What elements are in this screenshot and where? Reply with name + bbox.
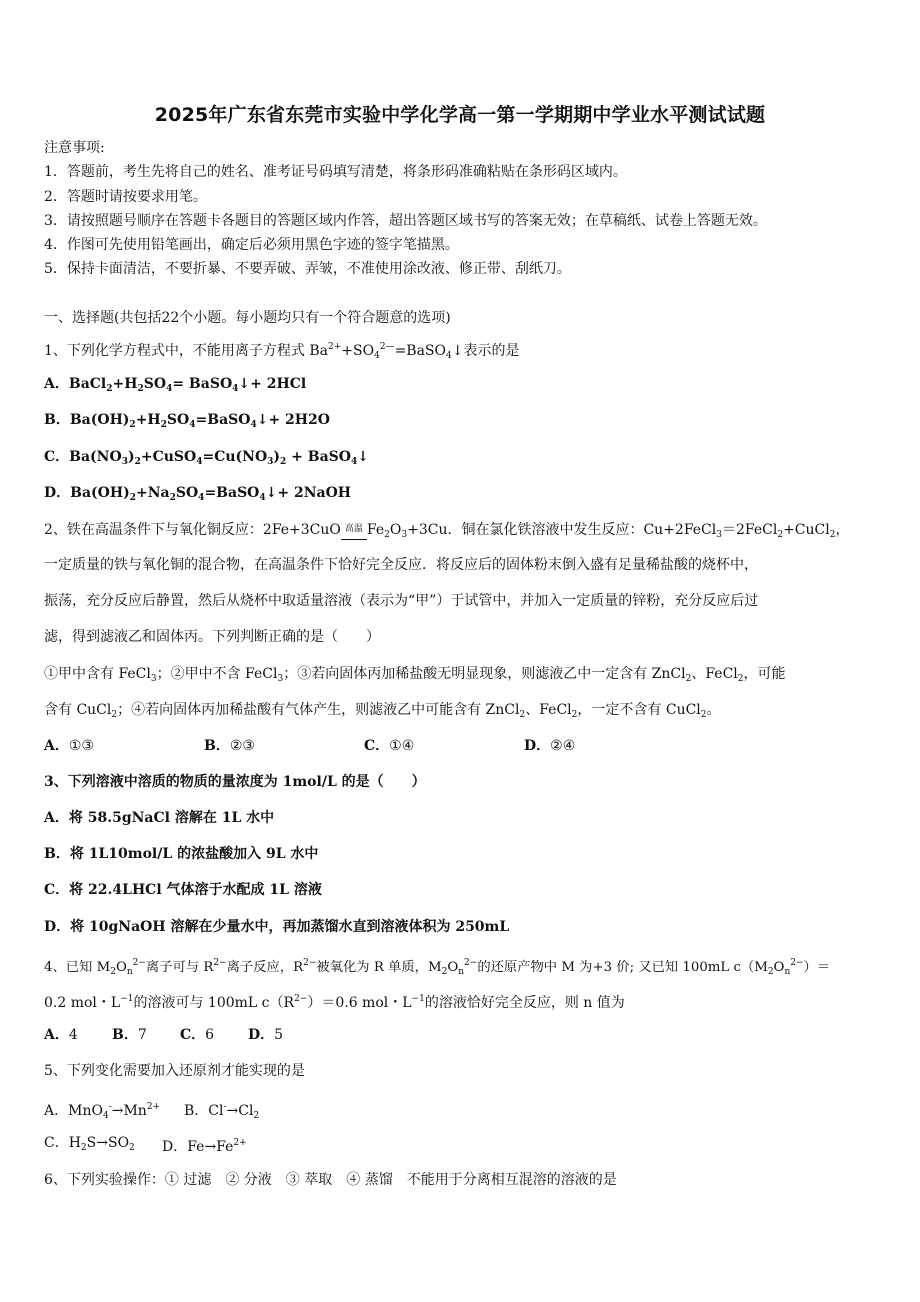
notice-item: 4．作图可先使用铅笔画出，确定后必须用黑色字迹的签字笔描黑。: [44, 237, 459, 253]
notice-item: 1．答题前，考生先将自己的姓名、准考证号码填写清楚，将条形码准确粘贴在条形码区域内。: [44, 164, 627, 180]
question-2-line: [44, 665, 786, 688]
sup: 2−: [132, 958, 146, 968]
text: 离子可与 R: [145, 960, 214, 975]
text: SO: [175, 485, 199, 501]
question-3-option-b[interactable]: B．将 1L10mol/L 的浓盐酸加入 9L 水中: [44, 846, 319, 862]
text: + BaSO: [286, 449, 351, 465]
text: 离子反应，R: [226, 960, 304, 975]
sup: 2—: [379, 342, 395, 352]
text: 的溶液可与 100mL c（R: [133, 995, 295, 1011]
question-4-line: [44, 990, 625, 1012]
question-2-option-a[interactable]: [44, 737, 94, 755]
text: ①甲中含有 FeCl: [44, 666, 151, 682]
sub: 3: [716, 530, 722, 540]
text: BaCl: [68, 376, 107, 392]
text: SO: [143, 376, 167, 392]
text: ): [127, 449, 135, 465]
sub: 3: [150, 674, 157, 684]
text: ；③若向固体丙加稀盐酸无明显现象，则滤液乙中一定含有 ZnCl: [283, 666, 686, 682]
sub: 2: [571, 710, 578, 720]
reaction-condition: 高温: [341, 520, 367, 538]
sub: 4: [189, 420, 196, 430]
question-5-stem: 5、下列变化需要加入还原剂才能实现的是: [44, 1063, 305, 1079]
text: ↓表示的是: [451, 343, 520, 359]
text: O: [115, 960, 127, 975]
text: 被氧化为 R 单质，M: [316, 960, 442, 975]
question-2-line: 滤，得到滤液乙和固体丙。下列判断正确的是（ ）: [44, 629, 380, 645]
option-text: ①③: [68, 738, 94, 754]
sup: 2+: [233, 1138, 247, 1148]
sup: 2+: [146, 1102, 161, 1112]
question-3-option-c[interactable]: C．将 22.4LHCl 气体溶于水配成 1L 溶液: [44, 882, 322, 898]
sub: 4: [446, 351, 452, 361]
text: S→SO: [86, 1135, 130, 1151]
option-label: C．: [180, 1027, 206, 1043]
text: ): [273, 449, 281, 465]
sub: 4: [250, 420, 257, 430]
option-label: D．: [524, 738, 551, 754]
sub: 2: [169, 493, 176, 503]
notice-heading: 注意事项:: [44, 140, 105, 156]
option-label: D．: [248, 1027, 275, 1043]
text: Ba(OH): [70, 485, 130, 501]
text: 1、下列化学方程式中，不能用离子方程式 Ba: [44, 343, 328, 359]
question-3-option-d[interactable]: D．将 10gNaOH 溶解在少量水中，再加蒸馏水直到溶液体积为 250mL: [44, 919, 510, 935]
sup: 2−: [303, 958, 317, 968]
text: O: [447, 960, 459, 975]
question-2-option-d[interactable]: [524, 737, 575, 755]
text: 4、已知 M: [44, 960, 111, 975]
notice-item: 3．请按照题号顺序在答题卡各题目的答题区域内作答，超出答题区域书写的答案无效；在草稿纸、试卷上答题无效。: [44, 213, 767, 229]
text: O: [773, 960, 785, 975]
sub: 4: [166, 384, 173, 394]
text: ＝2FeCl: [721, 522, 778, 538]
sub: 2: [111, 710, 118, 720]
sub: 3: [121, 457, 128, 467]
sub: n: [458, 967, 465, 977]
sup: 2−: [213, 958, 227, 968]
text: 含有 CuCl: [44, 702, 112, 718]
option-text: 4: [68, 1027, 78, 1043]
sub: 4: [102, 1111, 109, 1121]
sup: −1: [411, 994, 425, 1004]
sub: 2: [280, 457, 287, 467]
sub: 4: [374, 351, 380, 361]
text: 0.2 mol・L: [44, 995, 121, 1011]
text: = BaSO: [172, 376, 233, 392]
option-label: A．: [44, 738, 69, 754]
sup: −1: [120, 994, 134, 1004]
sub: 4: [198, 493, 205, 503]
text: ，一定不含有 CuCl: [577, 702, 701, 718]
option-label: D．: [44, 485, 71, 501]
text: +H: [112, 376, 138, 392]
text: =Cu(NO: [202, 449, 268, 465]
option-label: B．: [112, 1027, 138, 1043]
text: 、FeCl: [525, 702, 572, 718]
sub: 2: [767, 967, 774, 977]
text: ，可能: [743, 666, 786, 682]
text: →Mn: [111, 1103, 147, 1119]
text: ；②甲中不含 FeCl: [156, 666, 278, 682]
sup: -: [223, 1102, 227, 1112]
text: D．Fe→Fe: [162, 1139, 234, 1155]
question-1-stem: [44, 338, 519, 365]
sub: 2: [134, 457, 141, 467]
question-1-option-c[interactable]: [44, 448, 369, 471]
question-1-option-a[interactable]: [44, 375, 306, 398]
sub: 3: [277, 674, 284, 684]
text: Ba(NO: [69, 449, 122, 465]
text: +Na: [135, 485, 170, 501]
text: ↓+ 2H2O: [256, 412, 330, 428]
text: ）＝0.6 mol・L: [307, 995, 412, 1011]
text: 2、铁在高温条件下与氧化铜反应：2Fe+3CuO: [44, 522, 341, 538]
sub: 2: [829, 530, 836, 540]
option-label: A．: [44, 1027, 69, 1043]
option-label: B．: [44, 412, 70, 428]
sub: 4: [259, 493, 266, 503]
text: +3Cu．铜在氯化铁溶液中发生反应：Cu+2FeCl: [407, 522, 717, 538]
text: A．MnO: [44, 1103, 103, 1119]
question-1-option-b[interactable]: [44, 411, 330, 434]
text: →Cl: [226, 1103, 254, 1119]
text: ；④若向固体丙加稀盐酸有气体产生，则滤液乙中可能含有 ZnCl: [117, 702, 520, 718]
question-3-stem: 3、下列溶液中溶质的物质的量浓度为 1mol/L 的是（ ）: [44, 774, 426, 790]
question-4-line: [44, 954, 830, 981]
option-label: B．: [204, 738, 230, 754]
text: +CuCl: [783, 522, 830, 538]
question-2-line: 振荡，充分反应后静置，然后从烧杯中取适量溶液（表示为“甲”）于试管中，并加入一定质量的锌粉，充分反应后过: [44, 593, 759, 609]
option-text: ②③: [229, 738, 255, 754]
option-text: 5: [274, 1027, 284, 1043]
sub: 2: [519, 710, 526, 720]
text: 。: [706, 702, 721, 718]
sub: 2: [700, 710, 707, 720]
sub: n: [126, 967, 133, 977]
sub: 4: [351, 457, 358, 467]
question-2-line: [44, 701, 721, 724]
text: ）＝: [803, 960, 831, 975]
option-label: A．: [44, 376, 69, 392]
text: =BaSO: [394, 343, 446, 359]
sub: 2: [384, 530, 390, 540]
question-2-line: 一定质量的铁与氧化铜的混合物，在高温条件下恰好完全反应．将反应后的固体粉末倒入盛有足量稀盐酸的烧杯中，: [44, 557, 758, 573]
notice-item: 2．答题时请按要求用笔。: [44, 189, 207, 205]
sub: 2: [685, 674, 692, 684]
question-4-option-c[interactable]: [180, 1026, 214, 1044]
sub: 3: [401, 530, 408, 540]
text: ↓+ 2NaOH: [265, 485, 352, 501]
sub: 2: [106, 384, 113, 394]
text: 的还原产物中 M 为+3 价; 又已知 100mL c（M: [477, 960, 768, 975]
question-4-option-d[interactable]: [248, 1026, 283, 1044]
text: Fe: [366, 522, 385, 538]
sub: 2: [737, 674, 744, 684]
text: +SO: [341, 343, 375, 359]
sub: 4: [232, 384, 239, 394]
sup: 2−: [464, 958, 478, 968]
sup: -: [108, 1102, 112, 1112]
option-label: C．: [364, 738, 390, 754]
option-text: 7: [137, 1027, 147, 1043]
option-text: ②④: [550, 738, 576, 754]
option-text: ①④: [389, 738, 415, 754]
question-6-stem: 6、下列实验操作：① 过滤 ② 分液 ③ 萃取 ④ 蒸馏 不能用于分离相互混溶的溶液的是: [44, 1172, 617, 1188]
text: SO: [166, 412, 190, 428]
question-4-option-b[interactable]: [112, 1026, 147, 1044]
question-2-option-b[interactable]: [204, 737, 255, 755]
option-label: C．: [44, 449, 70, 465]
option-text: 6: [205, 1027, 215, 1043]
sub: 2: [160, 420, 167, 430]
sub: 2: [129, 420, 136, 430]
text: ↓+ 2HCl: [238, 376, 307, 392]
sup: 2−: [294, 994, 308, 1004]
sub: n: [784, 967, 791, 977]
text: =BaSO: [195, 412, 251, 428]
sup: 2+: [328, 342, 342, 352]
text: 的溶液恰好完全反应，则 n 值为: [424, 995, 625, 1011]
question-1-option-d[interactable]: [44, 484, 351, 507]
text: =BaSO: [204, 485, 260, 501]
text: Ba(OH): [69, 412, 130, 428]
page-title: 2025年广东省东莞市实验中学化学高一第一学期期中学业水平测试试题: [154, 104, 766, 126]
question-5-option-d[interactable]: [162, 1134, 247, 1156]
text: B．Cl: [184, 1103, 224, 1119]
question-5-option-a[interactable]: [44, 1098, 160, 1125]
sup: 2−: [790, 958, 804, 968]
question-3-option-a[interactable]: A．将 58.5gNaCl 溶解在 1L 水中: [44, 810, 275, 826]
text: O: [389, 522, 402, 538]
text: +CuSO: [140, 449, 197, 465]
text: 、FeCl: [691, 666, 738, 682]
notice-item: 5．保持卡面清洁，不要折暴、不要弄破、弄皱，不准使用涂改液、修正带、刮纸刀。: [44, 261, 571, 277]
sub: 2: [129, 493, 136, 503]
sub: 2: [441, 967, 448, 977]
sub: 2: [80, 1143, 87, 1153]
sub: 2: [129, 1143, 135, 1153]
sub: 4: [196, 457, 203, 467]
sub: 2: [777, 530, 784, 540]
text: C．H: [44, 1135, 81, 1151]
text: +H: [135, 412, 161, 428]
question-4-option-a[interactable]: [44, 1026, 78, 1044]
text: ，: [835, 522, 850, 538]
sub: 2: [110, 967, 116, 977]
text: ↓: [357, 449, 369, 465]
sub: 2: [137, 384, 144, 394]
sub: 2: [253, 1111, 260, 1121]
question-2-line: [44, 520, 849, 544]
sub: 3: [267, 457, 274, 467]
question-5-option-c[interactable]: [44, 1134, 135, 1157]
question-2-option-c[interactable]: [364, 737, 414, 755]
question-5-option-b[interactable]: [184, 1098, 259, 1125]
section-heading: 一、选择题(共包括22个小题。每小题均只有一个符合题意的选项): [44, 310, 451, 326]
